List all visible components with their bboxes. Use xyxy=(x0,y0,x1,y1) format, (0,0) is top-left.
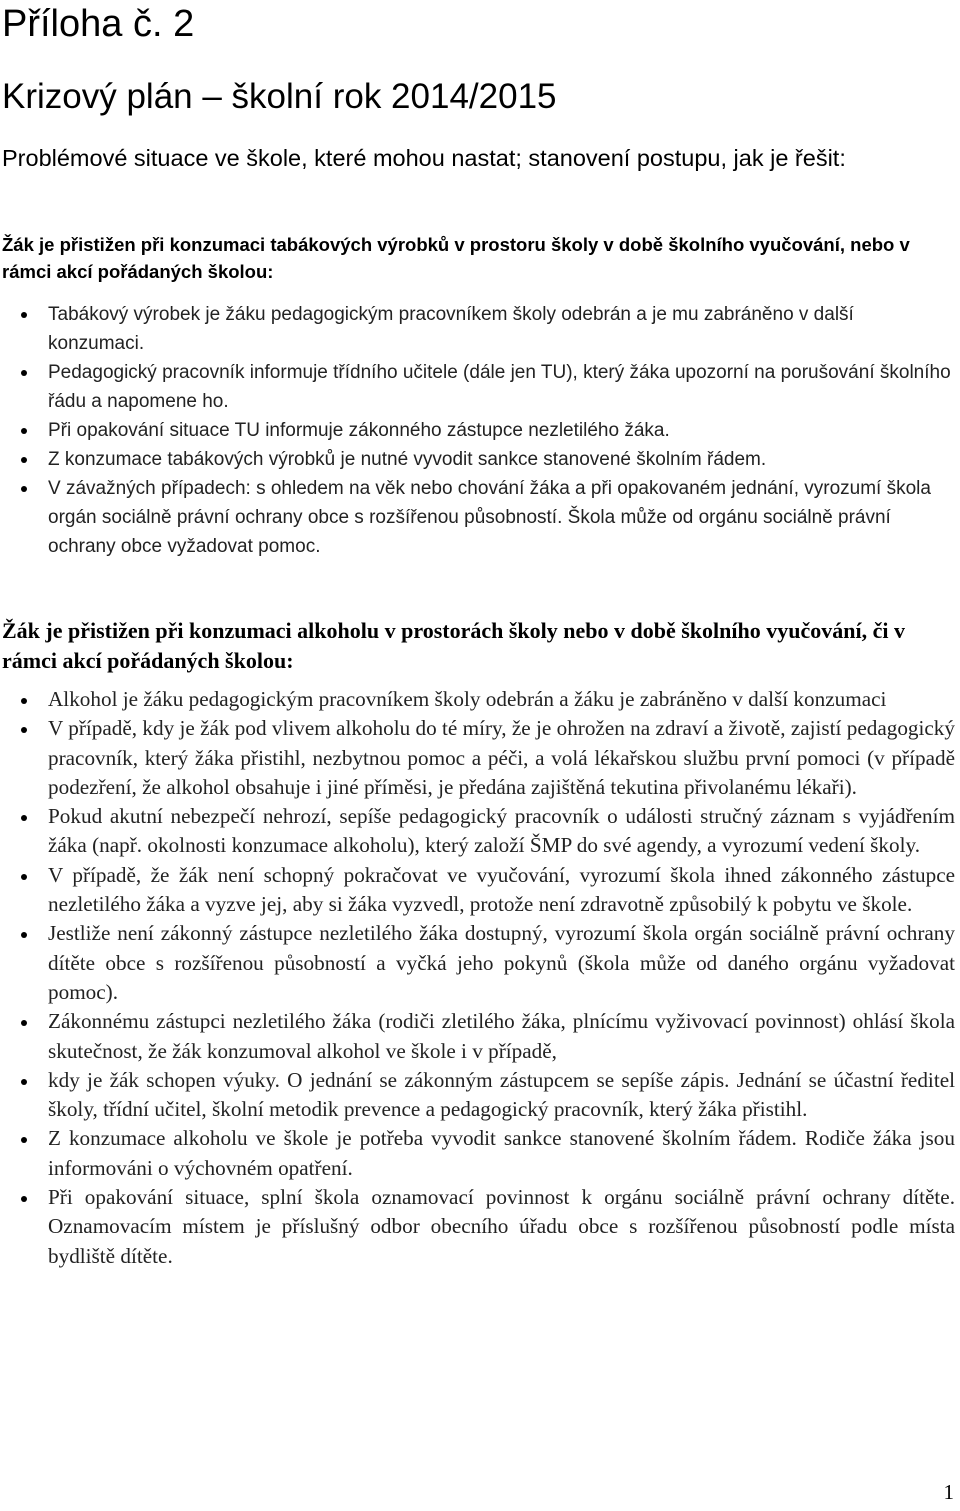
list-item: Jestliže není zákonný zástupce nezletilého žáka dostupný, vyrozumí škola orgán sociálně právní ochrany dítěte obce s rozšířenou působností a vyčká jeho pokynů (škola může od daného orgánu vyžadovat pomoc). xyxy=(0,919,955,1007)
list-item: Z konzumace tabákových výrobků je nutné vyvodit sankce stanovené školním řádem. xyxy=(0,445,955,474)
list-item: Pedagogický pracovník informuje třídního učitele (dále jen TU), který žáka upozorní na porušování školního řádu a napomene ho. xyxy=(0,358,955,416)
list-item: Pokud akutní nebezpečí nehrozí, sepíše pedagogický pracovník o události stručný záznam s vyjádřením žáka (např. okolnosti konzumace alkoholu), který založí ŠMP do své agendy, a vyrozumí vedení školy. xyxy=(0,802,955,861)
list-item: Tabákový výrobek je žáku pedagogickým pracovníkem školy odebrán a je mu zabráněno v další konzumaci. xyxy=(0,300,955,358)
list-item: kdy je žák schopen výuky. O jednání se zákonným zástupcem se sepíše zápis. Jednání se účastní ředitel školy, třídní učitel, školní metodik prevence a pedagogický pracovník, který žáka přistihl. xyxy=(0,1066,955,1125)
alcohol-list xyxy=(0,685,955,1271)
list-item: Při opakování situace TU informuje zákonného zástupce nezletilého žáka. xyxy=(0,416,955,445)
plan-title: Krizový plán – školní rok 2014/2015 xyxy=(2,77,557,116)
list-item: Zákonnému zástupci nezletilého žáka (rodiči zletilého žáka, plnícímu vyživovací povinnost) ohlásí škola skutečnost, že žák konzumoval alkohol ve škole i v případě, xyxy=(0,1007,955,1066)
list-item: Při opakování situace, splní škola oznamovací povinnost k orgánu sociálně právní ochrany dítěte. Oznamovacím místem je příslušný odbor obecního úřadu obce s rozšířenou působností podle místa bydliště dítěte. xyxy=(0,1183,955,1271)
list-item: V závažných případech: s ohledem na věk nebo chování žáka a při opakovaném jednání, vyrozumí škola orgán sociálně právní ochrany obce s rozšířenou působností. Škola může od orgánu sociálně právní ochrany obce vyžadovat pomoc. xyxy=(0,474,955,561)
list-item: V případě, že žák není schopný pokračovat ve vyučování, vyrozumí škola ihned zákonného zástupce nezletilého žáka a vyzve jej, aby si žáka vyzvedl, protože není zdravotně způsobilý k pobytu ve škole. xyxy=(0,861,955,920)
list-item: Alkohol je žáku pedagogickým pracovníkem školy odebrán a žáku je zabráněno v další konzumaci xyxy=(0,685,955,714)
list-item: V případě, kdy je žák pod vlivem alkoholu do té míry, že je ohrožen na zdraví a životě, zajistí pedagogický pracovník, který žáka přistihl, nezbytnou pomoc a péči, a volá lékařskou službu první pomoci (v případě podezření, že alkohol obsahuje i jiné příměsi, je předána zajištěná tekutina přivolanému lékaři). xyxy=(0,714,955,802)
tobacco-list xyxy=(0,300,955,561)
page-number: 1 xyxy=(943,1480,954,1504)
alcohol-heading: Žák je přistižen při konzumaci alkoholu v prostorách školy nebo v době školního vyučování, či v rámci akcí pořádaných školou: xyxy=(2,618,905,673)
annex-title: Příloha č. 2 xyxy=(2,3,195,45)
tobacco-heading: Žák je přistižen při konzumaci tabákových výrobků v prostoru školy v době školního vyučování, nebo v rámci akcí pořádaných školou: xyxy=(2,234,910,282)
list-item: Z konzumace alkoholu ve škole je potřeba vyvodit sankce stanovené školním řádem. Rodiče žáka jsou informováni o výchovném opatření. xyxy=(0,1124,955,1183)
intro-heading: Problémové situace ve škole, které mohou nastat; stanovení postupu, jak je řešit: xyxy=(2,145,846,171)
